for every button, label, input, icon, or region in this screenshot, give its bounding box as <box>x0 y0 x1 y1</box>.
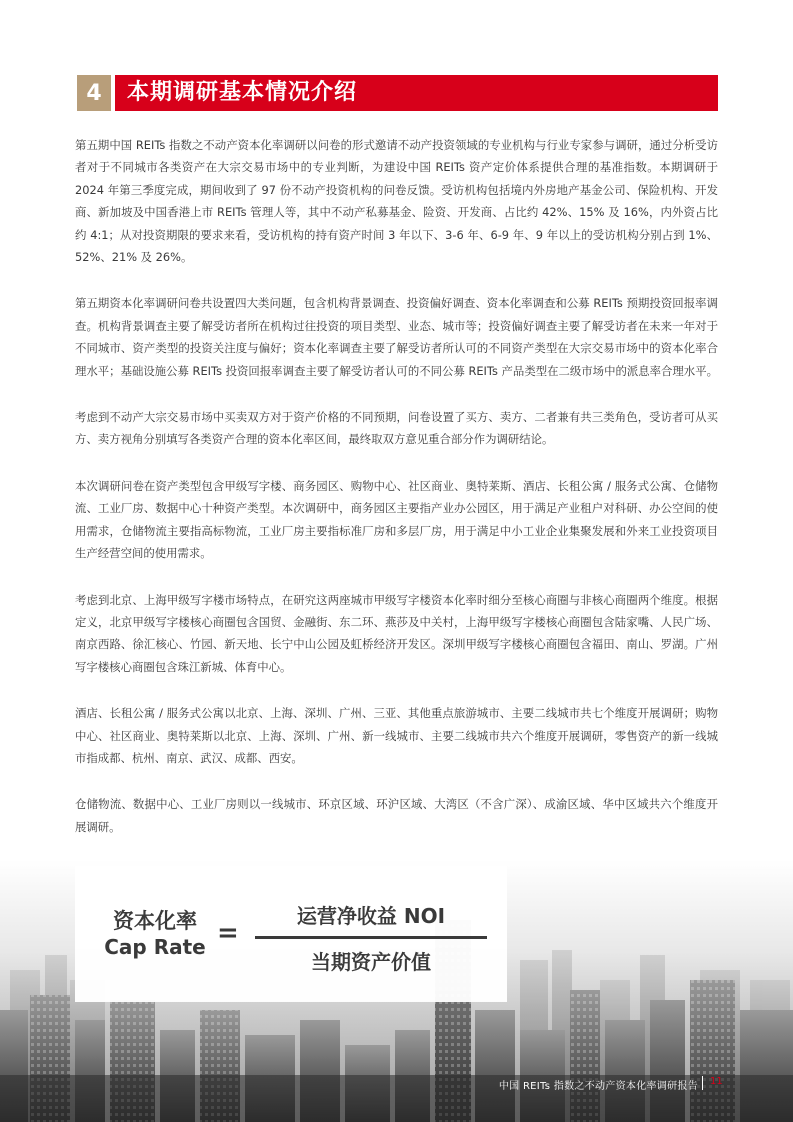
footer-divider <box>702 1076 703 1090</box>
formula-lhs-chinese: 资本化率 <box>113 909 197 933</box>
section-title: 本期调研基本情况介绍 <box>127 80 358 105</box>
paragraph: 本次调研问卷在资产类型包含甲级写字楼、商务园区、购物中心、社区商业、奥特莱斯、酒店、长租公寓 / 服务式公寓、仓储物流、工业厂房、数据中心十种资产类型。本次调研中，商务园区主要指产业办公园区，用于满足产业租户对科研、办公空间的使用需求，仓储物流主要指高标物流，工业厂房主要指标准厂房和多层厂房，用于满足中小工业企业集聚发展和外来工业投资项目生产经营空间的使用需求。 <box>75 478 718 561</box>
paragraph: 考虑到不动产大宗交易市场中买卖双方对于资产价格的不同预期，问卷设置了买方、卖方、二者兼有共三类角色，受访者可从买方、卖方视角分别填写各类资产合理的资本化率区间，最终取双方意见重合部分作为调研结论。 <box>75 410 718 447</box>
formula-lhs-english: Cap Rate <box>104 935 206 959</box>
footer-report-title: 中国 REITs 指数之不动产资本化率调研报告 <box>498 1081 698 1092</box>
section-header <box>77 75 718 111</box>
paragraph: 考虑到北京、上海甲级写字楼市场特点，在研究这两座城市甲级写字楼资本化率时细分至核心商圈与非核心商圈两个维度。根据定义，北京甲级写字楼核心商圈包含国贸、金融街、东二环、燕莎及中关村，上海甲级写字楼核心商圈包含陆家嘴、人民广场、南京西路、徐汇核心、竹园、新天地、长宁中山公园及虹桥经济开发区。深圳甲级写字楼核心商圈包含福田、南山、罗湖。广州写字楼核心商圈包含珠江新城、体育中心。 <box>75 592 718 674</box>
body-text <box>75 134 718 862</box>
formula-fraction-bar <box>255 936 487 939</box>
formula-denominator: 当期资产价值 <box>311 950 431 974</box>
formula-numerator: 运营净收益 NOI <box>296 904 446 928</box>
formula-lhs <box>95 908 215 960</box>
page-number: 11 <box>710 1076 723 1087</box>
cap-rate-formula <box>75 866 507 1002</box>
paragraph: 酒店、长租公寓 / 服务式公寓以北京、上海、深圳、广州、三亚、其他重点旅游城市、主要二线城市共七个维度开展调研；购物中心、社区商业、奥特莱斯以北京、上海、深圳、广州、新一线城市、主要二线城市共六个维度开展调研，零售资产的新一线城市指成都、杭州、南京、武汉、成都、西安。 <box>75 706 718 765</box>
section-number: 4 <box>77 75 111 111</box>
paragraph: 仓储物流、数据中心、工业厂房则以一线城市、环京区域、环沪区域、大湾区（不含广深）、成渝区域、华中区域共六个维度开展调研。 <box>75 797 718 834</box>
formula-equals-sign: = <box>217 918 239 948</box>
paragraph: 第五期中国 REITs 指数之不动产资本化率调研以问卷的形式邀请不动产投资领域的专业机构与行业专家参与调研，通过分析受访者对于不同城市各类资产在大宗交易市场中的专业判断，为建设中国 REITs 资产定价体系提供合理的基准指数。本期调研于 2024 年第三季度完成，期间收到了 97 份不动产投资机构的问卷反馈。受访机构包括境内外房地产基金公司、保险机构、开发商、新加坡及中国香港上市 REITs 管理人等，其中不动产私募基金、险资、开发商、占比约 42%、15% 及 16%，内外资占比约 4:1；从对投资期限的要求来看，受访机构的持有资产时间 3 年以下、3-6 年、6-9 年、9 年以上的受访机构分别占到 1%、52%、21% 及 26%。 <box>75 138 718 265</box>
paragraph: 第五期资本化率调研问卷共设置四大类问题，包含机构背景调查、投资偏好调查、资本化率调查和公募 REITs 预期投资回报率调查。机构背景调查主要了解受访者所在机构过往投资的项目类型、业态、城市等；投资偏好调查主要了解受访者在未来一年对于不同城市、资产类型的投资关注度与偏好；资本化率调查主要了解受访者所认可的不同资产类型在大宗交易市场中的资本化率合理水平；基础设施公募 REITs 投资回报率调查主要了解受访者认可的不同公募 REITs 产品类型在二级市场中的派息率合理水平。 <box>75 296 718 378</box>
